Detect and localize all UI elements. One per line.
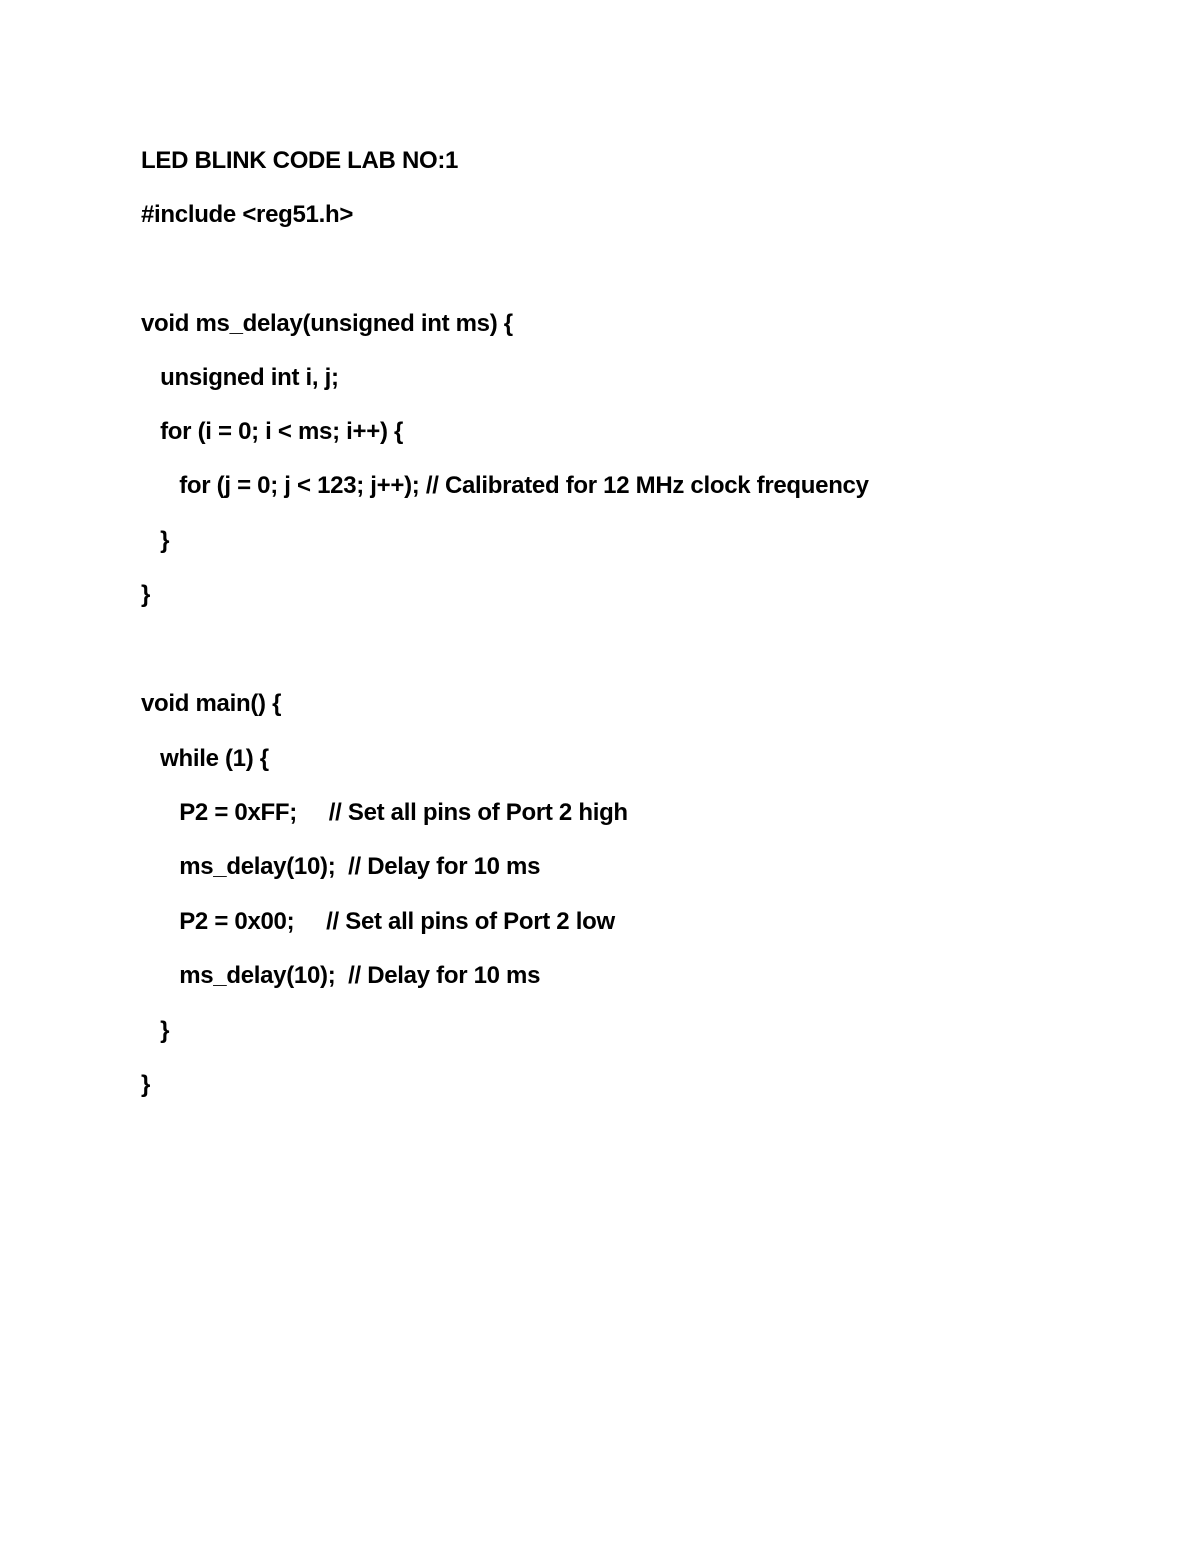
code-line-outer-for: for (i = 0; i < ms; i++) { [141, 418, 404, 445]
code-line-inner-for: for (j = 0; j < 123; j++); // Calibrated for 12 MHz clock frequency [141, 472, 869, 499]
code-line-close-delay: } [141, 581, 151, 608]
code-line-close-for: } [141, 527, 170, 554]
code-line-delay-vars: unsigned int i, j; [141, 364, 339, 391]
code-line-delay-call-2: ms_delay(10); // Delay for 10 ms [141, 962, 541, 989]
code-line-delay-call-1: ms_delay(10); // Delay for 10 ms [141, 853, 541, 880]
code-line-delay-signature: void ms_delay(unsigned int ms) { [141, 310, 513, 337]
code-line-set-low: P2 = 0x00; // Set all pins of Port 2 low [141, 908, 615, 935]
code-line-close-while: } [141, 1017, 170, 1044]
document-title: LED BLINK CODE LAB NO:1 [141, 147, 459, 174]
code-line-main-signature: void main() { [141, 690, 282, 717]
code-line-set-high: P2 = 0xFF; // Set all pins of Port 2 high [141, 799, 628, 826]
code-line-include: #include <reg51.h> [141, 201, 354, 228]
code-line-while: while (1) { [141, 745, 269, 772]
code-line-close-main: } [141, 1071, 151, 1098]
